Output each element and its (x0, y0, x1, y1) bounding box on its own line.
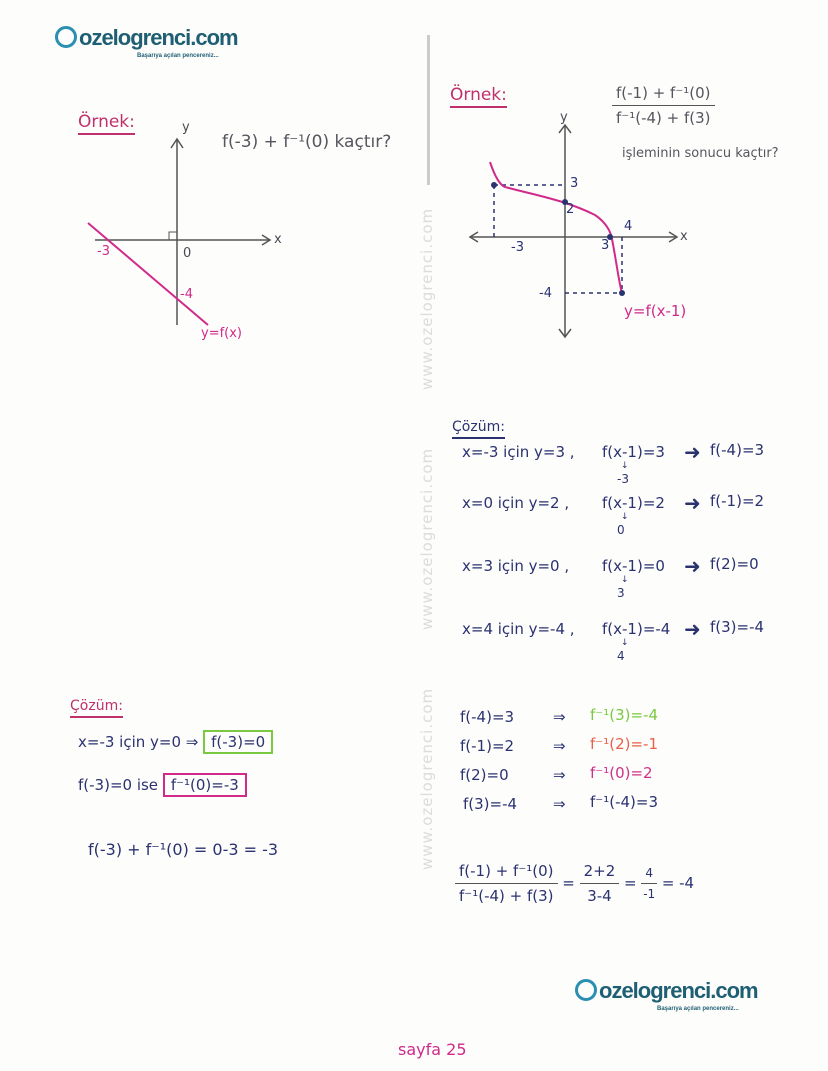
substitution-arrow-icon: ↓ (621, 512, 629, 522)
step-result: f(-4)=3 (710, 441, 765, 459)
step-condition: x=-3 için y=3 , (462, 443, 575, 461)
step-substitution: 0 (617, 523, 625, 537)
y-intercept-label: -4 (180, 287, 193, 302)
substitution-arrow-icon: ↓ (621, 461, 629, 471)
step-condition: x=0 için y=2 , (462, 494, 570, 512)
line-text: f(-3)=0 ise (78, 776, 159, 794)
inverse-lhs: f(3)=-4 (463, 795, 518, 813)
watermark (418, 200, 442, 900)
logo-text: ozelogrenci.com (79, 25, 238, 50)
final-result: = -4 (661, 874, 695, 892)
y-axis-label: y (182, 120, 190, 135)
logo-tagline: Başarıya açılan pencereniz... (657, 1006, 739, 1012)
left-example-label: Örnek: (78, 112, 135, 135)
origin-label: 0 (183, 246, 192, 261)
page-number: sayfa 25 (398, 1040, 467, 1059)
inverse-rhs: f⁻¹(3)=-4 (590, 706, 658, 724)
left-solution-label: Çözüm: (70, 698, 123, 718)
x-intercept-label: -3 (97, 244, 110, 259)
implies-arrow: ⇒ (553, 766, 566, 784)
y2-label: 2 (566, 202, 575, 217)
denominator: f⁻¹(-4) + f(3) (616, 109, 711, 127)
step-expression: f(x-1)=3 (602, 443, 665, 461)
substitution-arrow-icon: ↓ (621, 638, 629, 648)
center-divider (427, 35, 430, 185)
inverse-lhs: f(2)=0 (460, 766, 509, 784)
step-expression: f(x-1)=0 (602, 557, 665, 575)
curve-label: y=f(x-1) (624, 302, 687, 320)
curve-f (490, 162, 622, 293)
logo-icon (575, 979, 597, 1001)
numerator: 4 (641, 866, 657, 884)
logo-text: ozelogrenci.com (599, 978, 758, 1003)
substitution-arrow-icon: ↓ (621, 575, 629, 585)
right-question-text: işleminin sonucu kaçtır? (622, 146, 779, 161)
logo-bottom (575, 979, 758, 1015)
arrow-right-icon: ➜ (684, 440, 701, 464)
step-result: f(-1)=2 (710, 492, 765, 510)
left-solution-line-2 (78, 776, 247, 794)
inverse-rhs: f⁻¹(2)=-1 (590, 735, 658, 753)
numerator: f(-1) + f⁻¹(0) (455, 862, 558, 884)
boxed-result: f(-3)=0 (203, 730, 273, 754)
inverse-rhs: f⁻¹(0)=2 (590, 764, 653, 782)
numerator: 2+2 (580, 862, 620, 884)
inverse-lhs: f(-1)=2 (460, 737, 515, 755)
final-calculation: $\frac{\text{f(-1) + f⁻¹(0)}}{\text{f⁻¹(-4) + f(3)}}$ = $\frac{2+2}{3-4}$ = $\frac{4}{-1}$ = -4 (455, 862, 694, 905)
implies-arrow: ⇒ (553, 708, 566, 726)
step-substitution: -3 (617, 472, 629, 486)
left-question: f(-3) + f⁻¹(0) kaçtır? (222, 132, 392, 152)
left-solution-line-3: f(-3) + f⁻¹(0) = 0-3 = -3 (88, 840, 279, 859)
line-f (88, 223, 208, 325)
y-minus4-label: -4 (539, 286, 552, 301)
step-result: f(3)=-4 (710, 618, 765, 636)
x4-label: 4 (624, 219, 633, 234)
right-angle-mark (169, 232, 177, 240)
step-expression: f(x-1)=2 (602, 494, 665, 512)
denominator: -1 (643, 887, 656, 901)
step-condition: x=3 için y=0 , (462, 557, 570, 575)
left-solution-line-1 (78, 733, 273, 751)
curve-label: y=f(x) (201, 326, 242, 341)
watermark-text: www.ozelogrenci.com (418, 447, 436, 630)
x-axis-label: x (274, 232, 282, 247)
step-substitution: 3 (617, 586, 625, 600)
step-condition: x=4 için y=-4 , (462, 620, 575, 638)
watermark-text: www.ozelogrenci.com (418, 207, 436, 390)
denominator: f⁻¹(-4) + f(3) (459, 887, 554, 905)
arrow-right-icon: ➜ (684, 554, 701, 578)
step-result: f(2)=0 (710, 555, 759, 573)
arrow-right-icon: ➜ (684, 491, 701, 515)
watermark-text: www.ozelogrenci.com (418, 687, 436, 870)
x3-label: 3 (601, 238, 610, 253)
right-example-label: Örnek: (450, 85, 507, 108)
right-solution-label: Çözüm: (452, 419, 505, 439)
logo-icon (55, 26, 77, 48)
y3-label: 3 (570, 176, 579, 191)
x-axis-label: x (680, 229, 688, 244)
y-axis-label: y (560, 110, 568, 125)
logo-top (55, 26, 238, 62)
denominator: 3-4 (587, 887, 612, 905)
left-graph (80, 125, 300, 350)
implies-arrow: ⇒ (553, 737, 566, 755)
step-substitution: 4 (617, 649, 625, 663)
implies-arrow: ⇒ (553, 795, 566, 813)
arrow-right-icon: ➜ (684, 617, 701, 641)
inverse-lhs: f(-4)=3 (460, 708, 515, 726)
x-minus3-label: -3 (511, 240, 524, 255)
line-text: x=-3 için y=0 ⇒ (78, 733, 199, 751)
boxed-result: f⁻¹(0)=-3 (163, 773, 247, 797)
numerator: f(-1) + f⁻¹(0) (612, 84, 715, 106)
step-expression: f(x-1)=-4 (602, 620, 671, 638)
logo-tagline: Başarıya açılan pencereniz... (137, 53, 219, 59)
inverse-rhs: f⁻¹(-4)=3 (590, 793, 658, 811)
